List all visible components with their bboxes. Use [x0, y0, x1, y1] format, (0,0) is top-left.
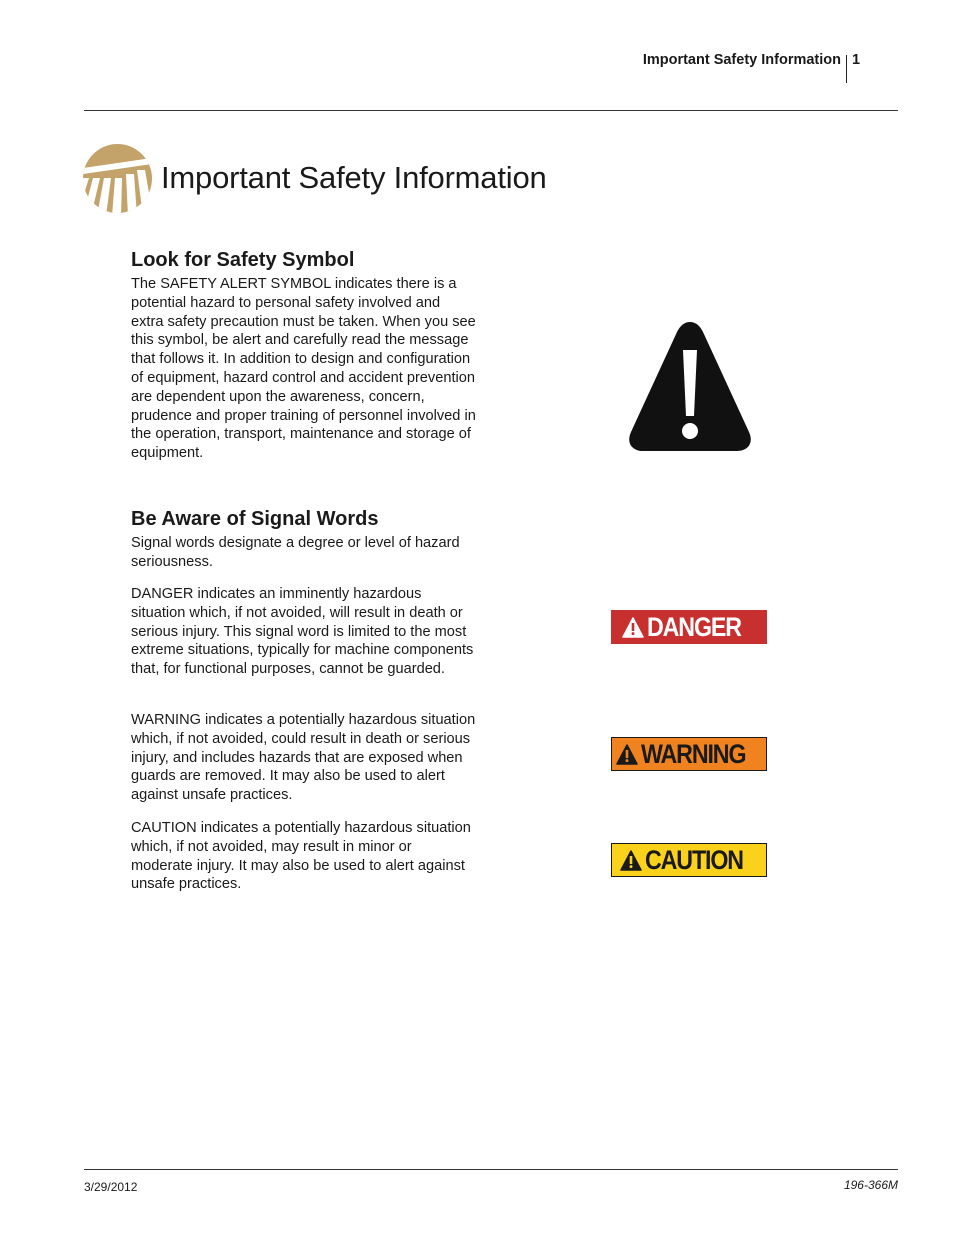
warning-description: WARNING indicates a potentially hazardous situation which, if not avoided, could result in death or serious injury, and includes hazards that are exposed when guards are removed. It may also be used to alert against unsafe practices.: [131, 712, 476, 804]
signal-words-intro: Signal words designate a degree or level of hazard seriousness.: [131, 535, 460, 570]
danger-word: DANGER: [646, 611, 741, 642]
safety-alert-symbol-icon: [628, 320, 752, 453]
page-title: Important Safety Information: [161, 160, 547, 195]
caution-signal-label: [611, 843, 767, 877]
section-heading-safety-symbol: Look for Safety Symbol: [131, 249, 355, 271]
warning-triangle-icon: [616, 744, 638, 765]
warning-triangle-icon: [622, 617, 644, 638]
running-header-title: Important Safety Information: [642, 52, 841, 68]
warning-signal-label: [611, 737, 767, 771]
footer-document-number: 196-366M: [843, 1178, 898, 1192]
warning-triangle-icon: [620, 850, 642, 871]
great-plains-logo-icon: [83, 144, 152, 213]
danger-signal-label: [611, 610, 767, 644]
safety-symbol-paragraph: The SAFETY ALERT SYMBOL indicates there is a potential hazard to personal safety involved and extra safety precaution must be taken. When you see this symbol, be alert and carefully read the message that follows it. In addition to design and configuration of equipment, hazard control and accident prevention are dependent upon the awareness, concern, prudence and proper training of personnel involved in the operation, transport, maintenance and storage of equipment.: [131, 276, 476, 462]
caution-description: CAUTION indicates a potentially hazardous situation which, if not avoided, may result in minor or moderate injury. It may also be used to alert against unsafe practices.: [131, 820, 471, 893]
footer-date: 3/29/2012: [84, 1180, 138, 1194]
section-heading-signal-words: Be Aware of Signal Words: [131, 508, 379, 530]
warning-word: WARNING: [640, 738, 746, 769]
header-rule: [84, 110, 898, 111]
caution-word: CAUTION: [644, 844, 743, 875]
page-number: 1: [852, 52, 861, 68]
footer-rule: [84, 1169, 898, 1170]
danger-description: DANGER indicates an imminently hazardous situation which, if not avoided, will result in death or serious injury. This signal word is limited to the most extreme situations, typically for machine components that, for functional purposes, cannot be guarded.: [131, 586, 474, 678]
header-divider: [846, 55, 847, 83]
